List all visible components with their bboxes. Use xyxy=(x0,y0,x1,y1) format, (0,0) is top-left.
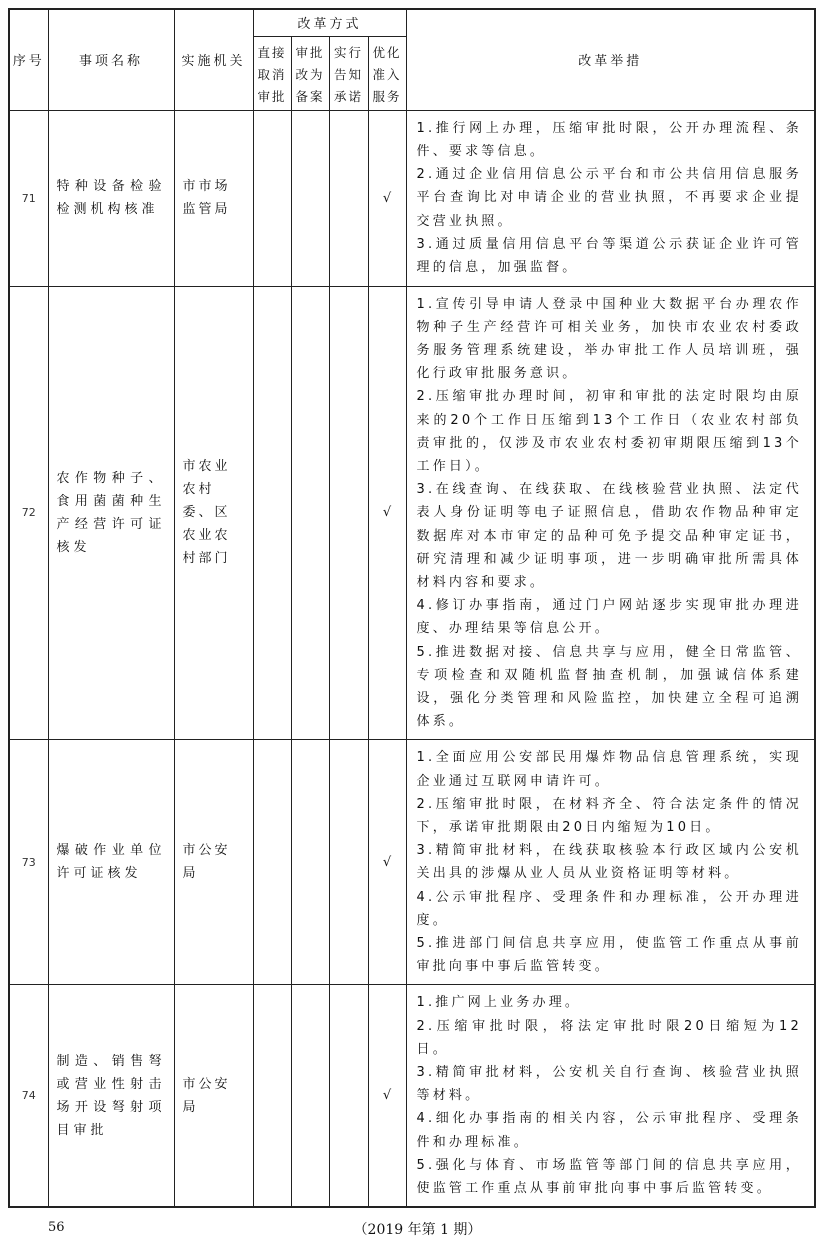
measure-item: 1.推行网上办理，压缩审批时限，公开办理流程、条件、要求等信息。 xyxy=(416,120,802,159)
row-mode-mark xyxy=(253,286,291,740)
measure-item: 5.强化与体育、市场监管等部门间的信息共享应用，使监管工作重点从事前审批向事中事后监管转变。 xyxy=(416,1157,802,1197)
header-mode-filing: 审批改为备案 xyxy=(291,36,329,110)
row-mode-mark: √ xyxy=(368,286,406,740)
measure-item: 2.压缩审批时限，将法定审批时限20日缩短为12日。 xyxy=(416,1018,802,1057)
row-item-name: 农作物种子、食用菌菌种生产经营许可证核发 xyxy=(48,286,174,740)
row-mode-mark xyxy=(329,740,368,985)
measure-item: 1.全面应用公安部民用爆炸物品信息管理系统，实现企业通过互联网申请许可。 xyxy=(416,750,802,789)
row-mode-mark xyxy=(291,286,329,740)
row-measures xyxy=(406,110,815,286)
header-mode-cancel: 直接取消审批 xyxy=(253,36,291,110)
measure-item: 1.宣传引导申请人登录中国种业大数据平台办理农作物种子生产经营许可相关业务，加快市农业农村委政务服务管理系统建设，举办审批工作人员培训班，强化行政审批服务意识。 xyxy=(416,296,802,382)
table-row xyxy=(9,740,815,985)
measure-item: 4.修订办事指南，通过门户网站逐步实现审批办理进度、办理结果等信息公开。 xyxy=(416,598,802,637)
header-mode-optimize: 优化准入服务 xyxy=(368,36,406,110)
row-agency: 市公安局 xyxy=(174,740,253,985)
row-item-name: 制造、销售弩或营业性射击场开设弩射项目审批 xyxy=(48,985,174,1207)
row-seq: 71 xyxy=(9,110,48,286)
measure-item: 1.推广网上业务办理。 xyxy=(416,995,582,1011)
row-mode-mark xyxy=(291,110,329,286)
measure-item: 2.压缩审批时限，在材料齐全、符合法定条件的情况下，承诺审批期限由20日内缩短为10日。 xyxy=(416,796,802,835)
table-row xyxy=(9,110,815,286)
measure-item: 3.精简审批材料，公安机关自行查询、核验营业执照等材料。 xyxy=(416,1065,802,1104)
table-row xyxy=(9,985,815,1207)
measure-item: 3.精简审批材料，在线获取核验本行政区域内公安机关出具的涉爆从业人员从业资格证明等材料。 xyxy=(416,843,802,882)
header-seq: 序号 xyxy=(9,9,48,110)
row-agency: 市市场监管局 xyxy=(174,110,253,286)
page-number: 56 xyxy=(48,1220,65,1236)
header-mode-commitment: 实行告知承诺 xyxy=(329,36,368,110)
row-mode-mark xyxy=(253,740,291,985)
row-mode-mark xyxy=(291,985,329,1207)
table-row xyxy=(9,286,815,740)
measure-item: 5.推进数据对接、信息共享与应用，健全日常监管、专项检查和双随机监督抽查机制，加强诚信体系建设，强化分类管理和风险监控，加快建立全程可追溯体系。 xyxy=(416,644,802,730)
row-mode-mark xyxy=(253,985,291,1207)
measure-item: 2.通过企业信用信息公示平台和市公共信用信息服务平台查询比对申请企业的营业执照，不再要求企业提交营业执照。 xyxy=(416,167,802,229)
row-measures xyxy=(406,740,815,985)
reform-table xyxy=(8,8,816,1208)
measure-item: 4.公示审批程序、受理条件和办理标准，公开办理进度。 xyxy=(416,889,802,928)
row-mode-mark xyxy=(329,286,368,740)
measure-item: 2.压缩审批办理时间，初审和审批的法定时限均由原来的20个工作日压缩到13个工作日（农业农村部负责审批的，仅涉及市农业农村委初审期限压缩到13个工作日）。 xyxy=(416,389,802,474)
header-reform-mode: 改革方式 xyxy=(253,9,406,36)
header-item-name: 事项名称 xyxy=(48,9,174,110)
row-seq: 74 xyxy=(9,985,48,1207)
row-mode-mark xyxy=(253,110,291,286)
row-agency: 市公安局 xyxy=(174,985,253,1207)
row-measures xyxy=(406,985,815,1207)
header-measures: 改革举措 xyxy=(406,9,815,110)
row-mode-mark: √ xyxy=(368,110,406,286)
row-seq: 72 xyxy=(9,286,48,740)
row-mode-mark xyxy=(329,985,368,1207)
row-item-name: 爆破作业单位许可证核发 xyxy=(48,740,174,985)
measure-item: 4.细化办事指南的相关内容，公示审批程序、受理条件和办理标准。 xyxy=(416,1111,802,1150)
measure-item: 5.推进部门间信息共享应用，使监管工作重点从事前审批向事中事后监管转变。 xyxy=(416,935,802,975)
row-item-name: 特种设备检验检测机构核准 xyxy=(48,110,174,286)
row-seq: 73 xyxy=(9,740,48,985)
measure-item: 3.在线查询、在线获取、在线核验营业执照、法定代表人身份证明等电子证照信息，借助农作物品种审定数据库对本市审定的品种可免予提交品种审定证书，研究清理和减少证明事项，进一步明确审批所需具体材料内容和要求。 xyxy=(416,482,802,590)
row-measures xyxy=(406,286,815,740)
row-mode-mark xyxy=(329,110,368,286)
row-mode-mark: √ xyxy=(368,985,406,1207)
row-mode-mark: √ xyxy=(368,740,406,985)
table-body xyxy=(9,110,815,1207)
row-mode-mark xyxy=(291,740,329,985)
measure-item: 3.通过质量信用信息平台等渠道公示获证企业许可管理的信息，加强监督。 xyxy=(416,236,802,275)
header-agency: 实施机关 xyxy=(174,9,253,110)
footer xyxy=(8,1218,827,1248)
row-agency: 市农业农村委、区农业农村部门 xyxy=(174,286,253,740)
issue-label: （2019 年第 1 期） xyxy=(353,1222,482,1239)
